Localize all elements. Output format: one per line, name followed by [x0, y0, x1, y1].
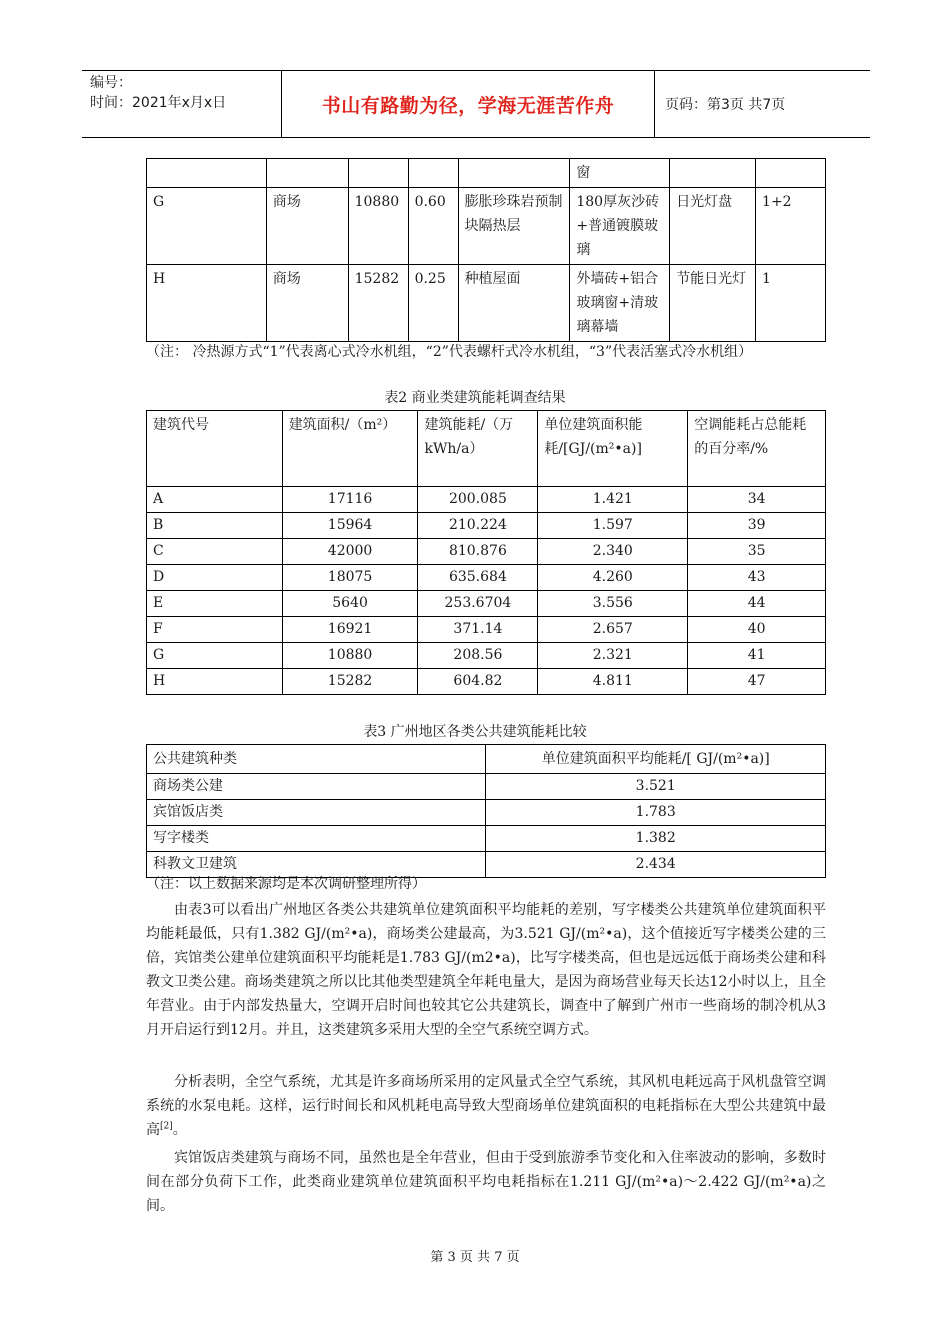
table-cell: 1.421 — [538, 487, 688, 513]
table-cell: 商场 — [266, 265, 348, 342]
table-cell: 商场 — [266, 188, 348, 265]
table-row — [147, 265, 826, 342]
table-cell: 外墙砖+铝合玻璃窗+清玻璃幕墙 — [570, 265, 670, 342]
table-cell: 208.56 — [418, 643, 538, 669]
document-date: 时间：2021年x月x日 — [90, 95, 227, 111]
table-cell: 44 — [688, 591, 826, 617]
table-cell: 1.783 — [486, 800, 826, 826]
document-number: 编号： — [90, 75, 132, 91]
building-parameters-table — [146, 158, 826, 342]
citation-ref: [2] — [160, 1121, 173, 1132]
table-cell: 1+2 — [756, 188, 826, 265]
table-cell: 39 — [688, 513, 826, 539]
table-cell: B — [147, 513, 283, 539]
table-cell: 41 — [688, 643, 826, 669]
table-cell — [348, 159, 408, 188]
column-header: 公共建筑种类 — [147, 745, 486, 774]
table-cell: 371.14 — [418, 617, 538, 643]
table-cell: 科教文卫建筑 — [147, 852, 486, 878]
table-header-row — [147, 411, 826, 487]
table-cell: H — [147, 669, 283, 695]
table-cell: 种植屋面 — [458, 265, 570, 342]
table-cell: 窗 — [570, 159, 670, 188]
table-cell: 15964 — [282, 513, 418, 539]
paragraph-2-text: 分析表明，全空气系统，尤其是许多商场所采用的定风量式全空气系统，其风机电耗远高于风机盘管空调系统的水泵电耗。这样，运行时间长和风机耗电高导致大型商场单位建筑面积的电耗指标在大型公共建筑中最高 — [146, 1074, 826, 1138]
table-cell: 2.340 — [538, 539, 688, 565]
table3-note: （注：以上数据来源均是本次调研整理所得） — [146, 876, 426, 892]
table-cell: 1.597 — [538, 513, 688, 539]
table-cell: 180厚灰沙砖+普通镀膜玻璃 — [570, 188, 670, 265]
table-cell: 635.684 — [418, 565, 538, 591]
table-cell: H — [147, 265, 267, 342]
table-cell: G — [147, 643, 283, 669]
table-cell: 810.876 — [418, 539, 538, 565]
table-cell — [670, 159, 756, 188]
table3-caption: 表3 广州地区各类公共建筑能耗比较 — [363, 724, 587, 740]
header-page-number: 页码：第3页 共7页 — [665, 97, 786, 113]
table-cell: 17116 — [282, 487, 418, 513]
paragraph-1: 由表3可以看出广州地区各类公共建筑单位建筑面积平均能耗的差别，写字楼类公共建筑单位建筑面积平均能耗最低，只有1.382 GJ/(m²•a)，商场类公建最高，为3.521 GJ/(m²•a)，这个值接近写字楼类公建的三倍，宾馆类公建单位建筑面积平均能耗是1.783 GJ/(m2•a)，比写字楼类高，但也是远远低于商场类公建和科教文卫类公建。商场类建筑之所以比其他类型建筑全年耗电量大，是因为商场营业每天长达12小时以上，且全年营业。由于内部发热量大，空调开启时间也较其它公共建筑长，调查中了解到广州市一些商场的制冷机从3月开启运行到12月。并且，这类建筑多采用大型的全空气系统空调方式。 — [146, 902, 826, 1038]
commercial-energy-table — [146, 410, 826, 695]
page-footer: 第 3 页 共 7 页 — [430, 1250, 520, 1265]
table-cell: 2.434 — [486, 852, 826, 878]
table-row — [147, 513, 826, 539]
table-cell — [266, 159, 348, 188]
table-cell: 200.085 — [418, 487, 538, 513]
table1-note: （注： 冷热源方式“1”代表离心式冷水机组，“2”代表螺杆式冷水机组，“3”代表活塞式冷水机组） — [146, 344, 753, 360]
table-cell: 4.260 — [538, 565, 688, 591]
column-header: 空调能耗占总能耗的百分率/% — [688, 411, 826, 487]
table-cell: 47 — [688, 669, 826, 695]
table-cell: 0.60 — [408, 188, 458, 265]
header-info — [82, 71, 282, 137]
table-cell: 43 — [688, 565, 826, 591]
table-cell: G — [147, 188, 267, 265]
table-cell: 604.82 — [418, 669, 538, 695]
table2-caption: 表2 商业类建筑能耗调查结果 — [384, 390, 566, 406]
table-row — [147, 826, 826, 852]
table-cell: 40 — [688, 617, 826, 643]
table-cell: C — [147, 539, 283, 565]
table-cell: 3.521 — [486, 774, 826, 800]
table-cell — [147, 159, 267, 188]
table-cell: 1 — [756, 265, 826, 342]
table-row — [147, 643, 826, 669]
table-cell: E — [147, 591, 283, 617]
table-cell: 34 — [688, 487, 826, 513]
table-row — [147, 591, 826, 617]
table-row — [147, 487, 826, 513]
table-cell: 10880 — [282, 643, 418, 669]
table-cell: 日光灯盘 — [670, 188, 756, 265]
table-cell — [756, 159, 826, 188]
table-cell: 2.321 — [538, 643, 688, 669]
column-header: 建筑面积/（m²） — [282, 411, 418, 487]
table-row — [147, 565, 826, 591]
table-cell: 253.6704 — [418, 591, 538, 617]
table-row — [147, 669, 826, 695]
column-header: 单位建筑面积平均能耗/[ GJ/(m²•a)] — [486, 745, 826, 774]
table-cell: 2.657 — [538, 617, 688, 643]
table-cell — [458, 159, 570, 188]
table-row — [147, 159, 826, 188]
table-cell: 18075 — [282, 565, 418, 591]
table-row — [147, 188, 826, 265]
table-row — [147, 539, 826, 565]
paragraph-2-end: 。 — [172, 1122, 187, 1138]
page-header — [82, 70, 870, 138]
table-cell: 0.25 — [408, 265, 458, 342]
table-cell: 商场类公建 — [147, 774, 486, 800]
table-cell: 膨胀珍珠岩预制块隔热层 — [458, 188, 570, 265]
table-cell: D — [147, 565, 283, 591]
table-cell: 5640 — [282, 591, 418, 617]
table-cell: 1.382 — [486, 826, 826, 852]
column-header: 单位建筑面积能耗/[GJ/(m²•a)] — [538, 411, 688, 487]
public-building-comparison-table — [146, 744, 826, 878]
table-cell: 15282 — [348, 265, 408, 342]
table-cell: 宾馆饭店类 — [147, 800, 486, 826]
table-cell: 10880 — [348, 188, 408, 265]
table-cell: 15282 — [282, 669, 418, 695]
table-header-row — [147, 745, 826, 774]
paragraph-2 — [146, 1070, 826, 1142]
table-row — [147, 800, 826, 826]
table-row — [147, 774, 826, 800]
table-cell — [408, 159, 458, 188]
table-cell: F — [147, 617, 283, 643]
table-row — [147, 617, 826, 643]
table-cell: 节能日光灯 — [670, 265, 756, 342]
table-cell: 4.811 — [538, 669, 688, 695]
table-cell: 210.224 — [418, 513, 538, 539]
header-motto: 书山有路勤为径，学海无涯苦作舟 — [282, 71, 655, 137]
table-cell: 写字楼类 — [147, 826, 486, 852]
table-cell: 42000 — [282, 539, 418, 565]
table-cell: 3.556 — [538, 591, 688, 617]
table-cell: 16921 — [282, 617, 418, 643]
paragraph-3: 宾馆饭店类建筑与商场不同，虽然也是全年营业，但由于受到旅游季节变化和入住率波动的影响，多数时间在部分负荷下工作，此类商业建筑单位建筑面积平均电耗指标在1.211 GJ/(m²•a)～2.422 GJ/(m²•a)之间。 — [146, 1150, 826, 1214]
column-header: 建筑代号 — [147, 411, 283, 487]
column-header: 建筑能耗/（万kWh/a） — [418, 411, 538, 487]
table-cell: A — [147, 487, 283, 513]
table-cell: 35 — [688, 539, 826, 565]
